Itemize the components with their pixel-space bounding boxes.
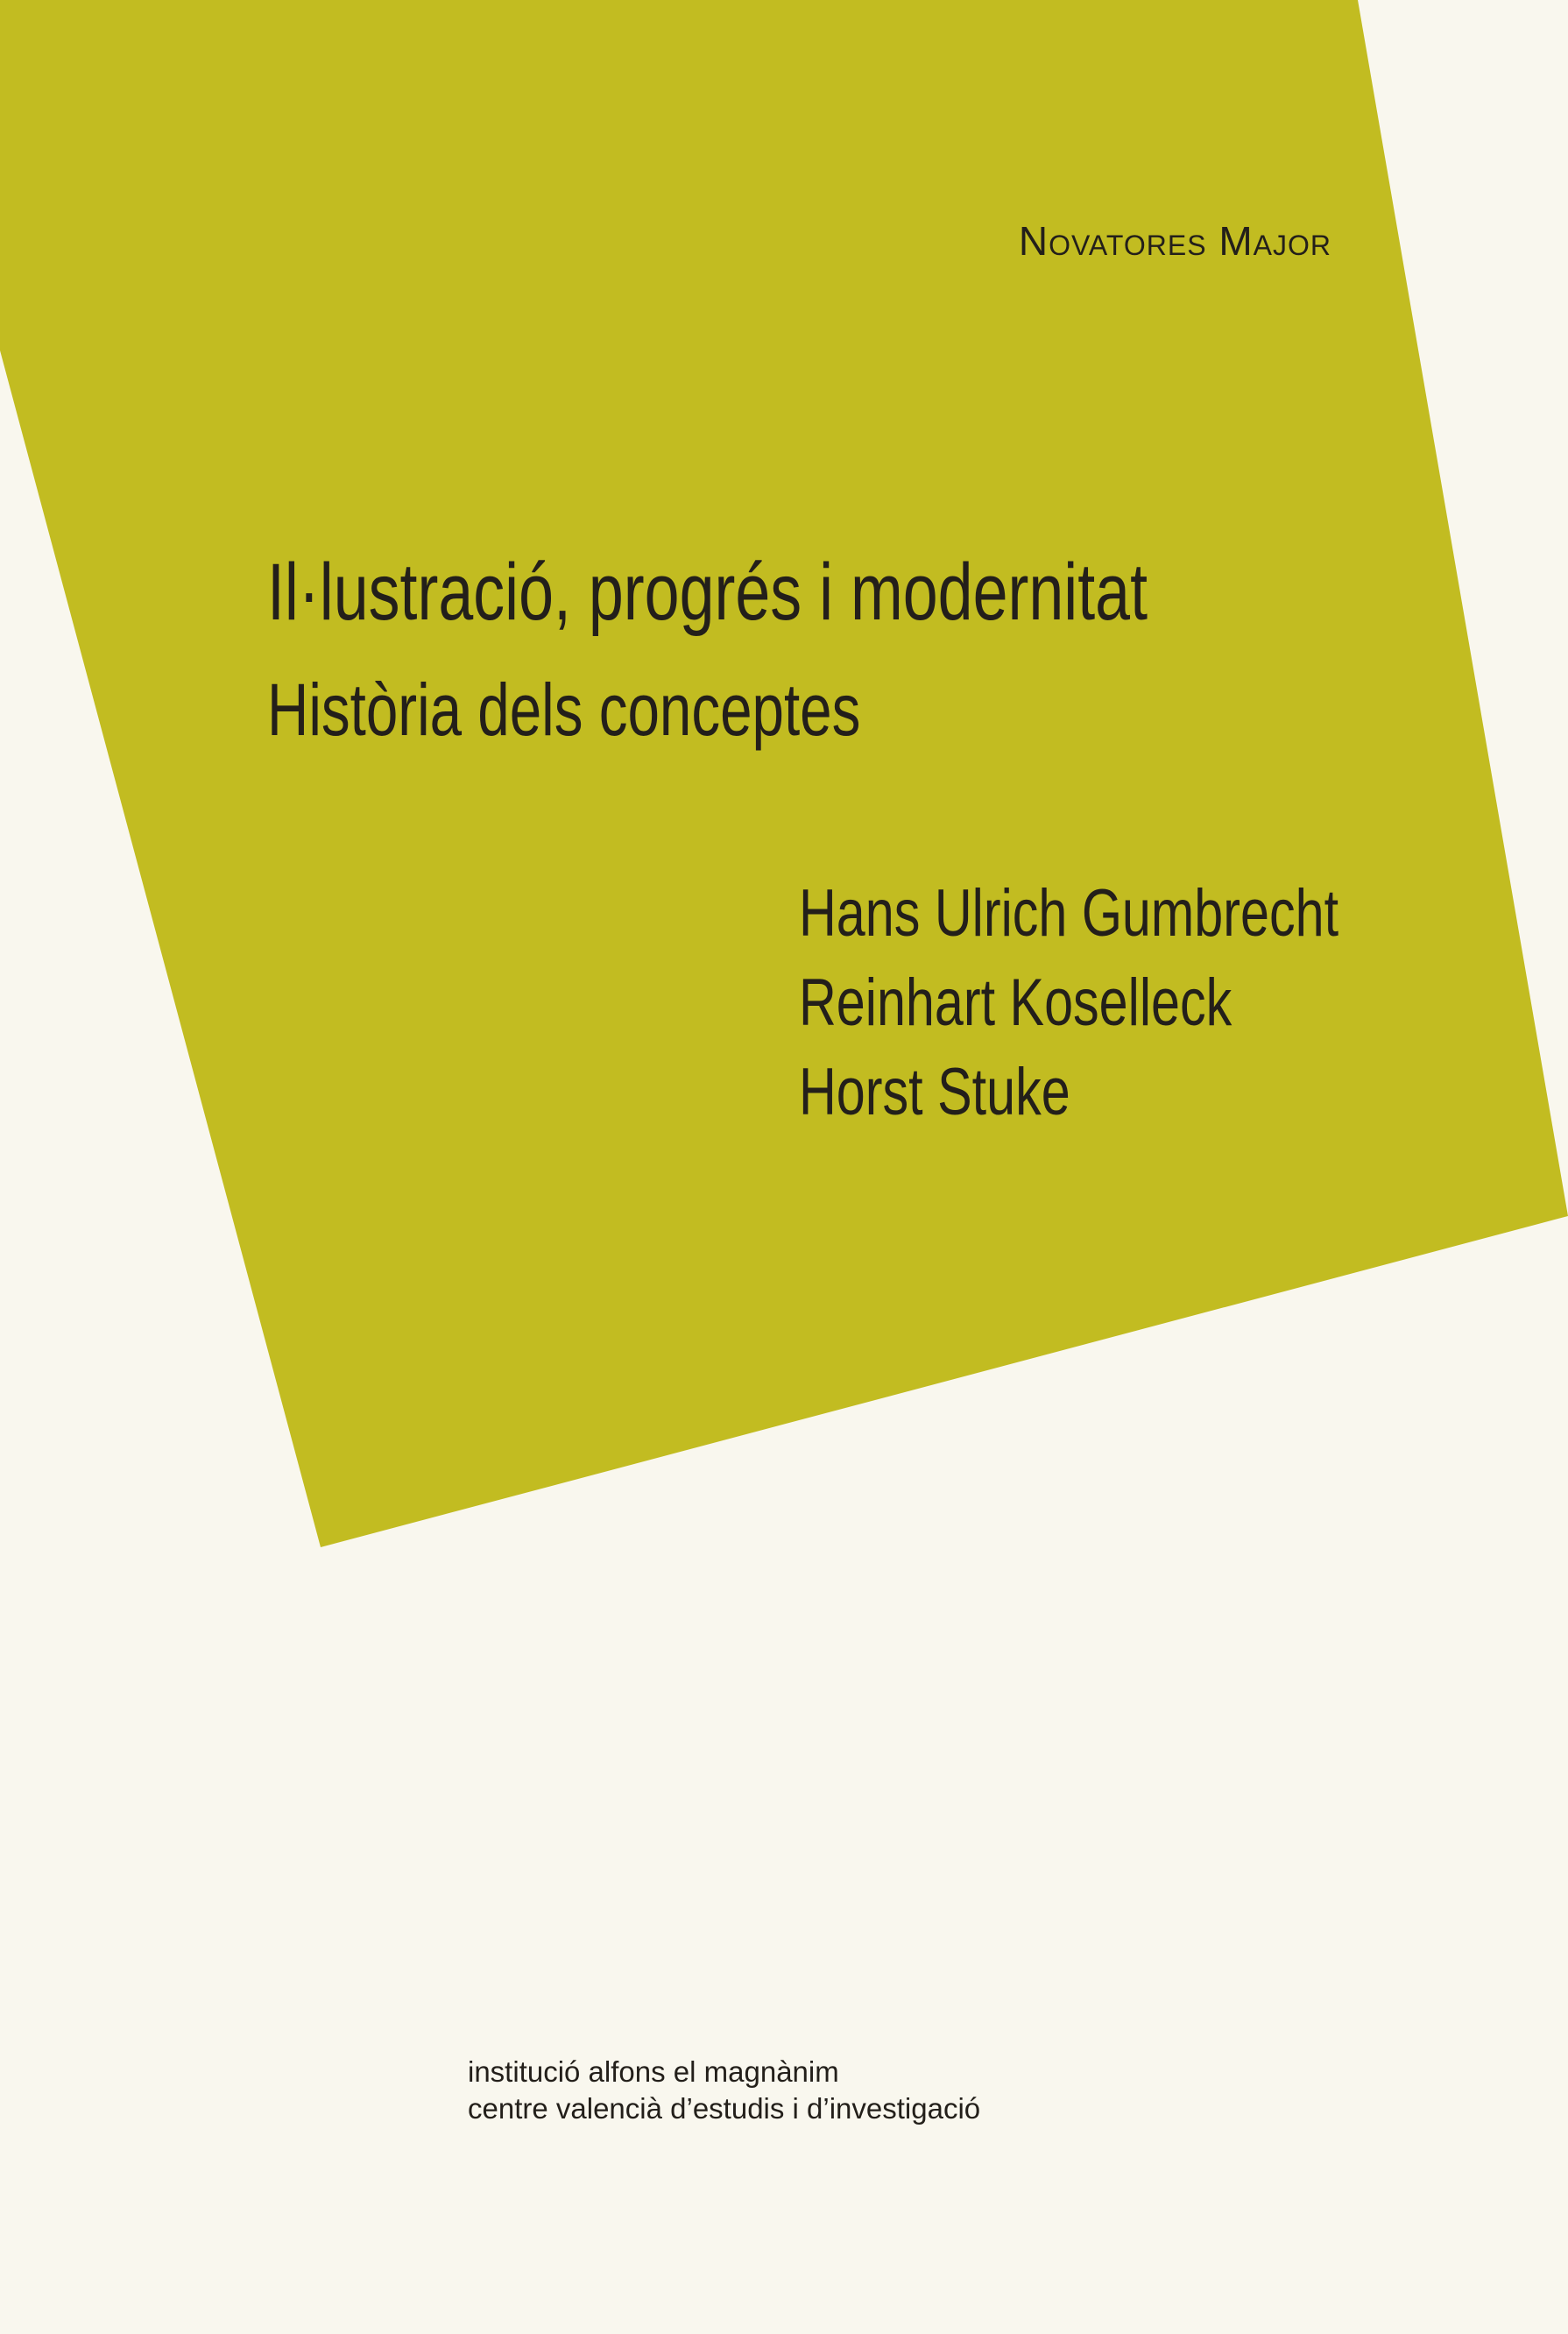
publisher-line-1: institució alfons el magnànim [468, 2055, 839, 2088]
publisher-imprint [468, 2054, 980, 2127]
author-name: Horst Stuke [799, 1055, 1070, 1129]
author-name: Reinhart Koselleck [799, 965, 1233, 1040]
book-title: Il·lustració, progrés i modernitat [267, 548, 1148, 637]
publisher-line-2: centre valencià d’estudis i d’investigació [468, 2092, 981, 2125]
book-subtitle: Història dels conceptes [267, 668, 861, 751]
author-list [799, 869, 1338, 1137]
author-name: Hans Ulrich Gumbrecht [799, 876, 1339, 951]
series-name: Novatores Major [1018, 218, 1331, 264]
